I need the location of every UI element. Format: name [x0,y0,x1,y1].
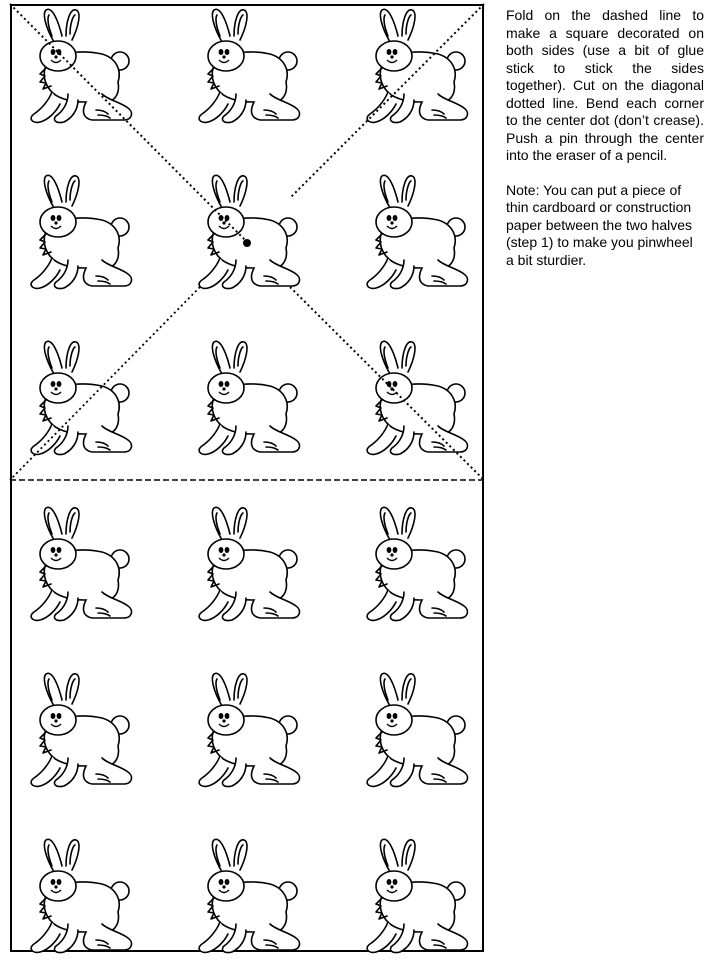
instructions-panel [506,7,704,286]
bunny-icon [12,172,144,302]
bunny-icon [348,836,480,966]
bunny-icon [180,670,312,800]
bunny-icon [348,172,480,302]
bunny-icon [12,836,144,966]
bunny-icon [180,504,312,634]
bunny-icon [348,670,480,800]
pinwheel-sheet [10,4,484,952]
instructions-steps: Fold on the dashed line to make a square decorated on both sides (use a bit of glue stick to stick the sides together). Cut on the diagonal dotted line. Bend each corner to the center dot (don’t crease). Push a pin through the center into the eraser of a pencil. [506,7,704,163]
bunny-icon [180,338,312,468]
bunny-icon [12,6,144,136]
bunny-icon [12,670,144,800]
bunny-icon [348,6,480,136]
bunny-icon [12,504,144,634]
bunny-icon [348,504,480,634]
bunny-icon [180,6,312,136]
bunny-icon [348,338,480,468]
bunny-icon [180,172,312,302]
bunny-icon [180,836,312,966]
bunny-icon [12,338,144,468]
instructions-note: Note: You can put a piece of thin cardboard or construction paper between the two halves (step 1) to make you pinwheel a bit sturdier. [506,181,693,268]
